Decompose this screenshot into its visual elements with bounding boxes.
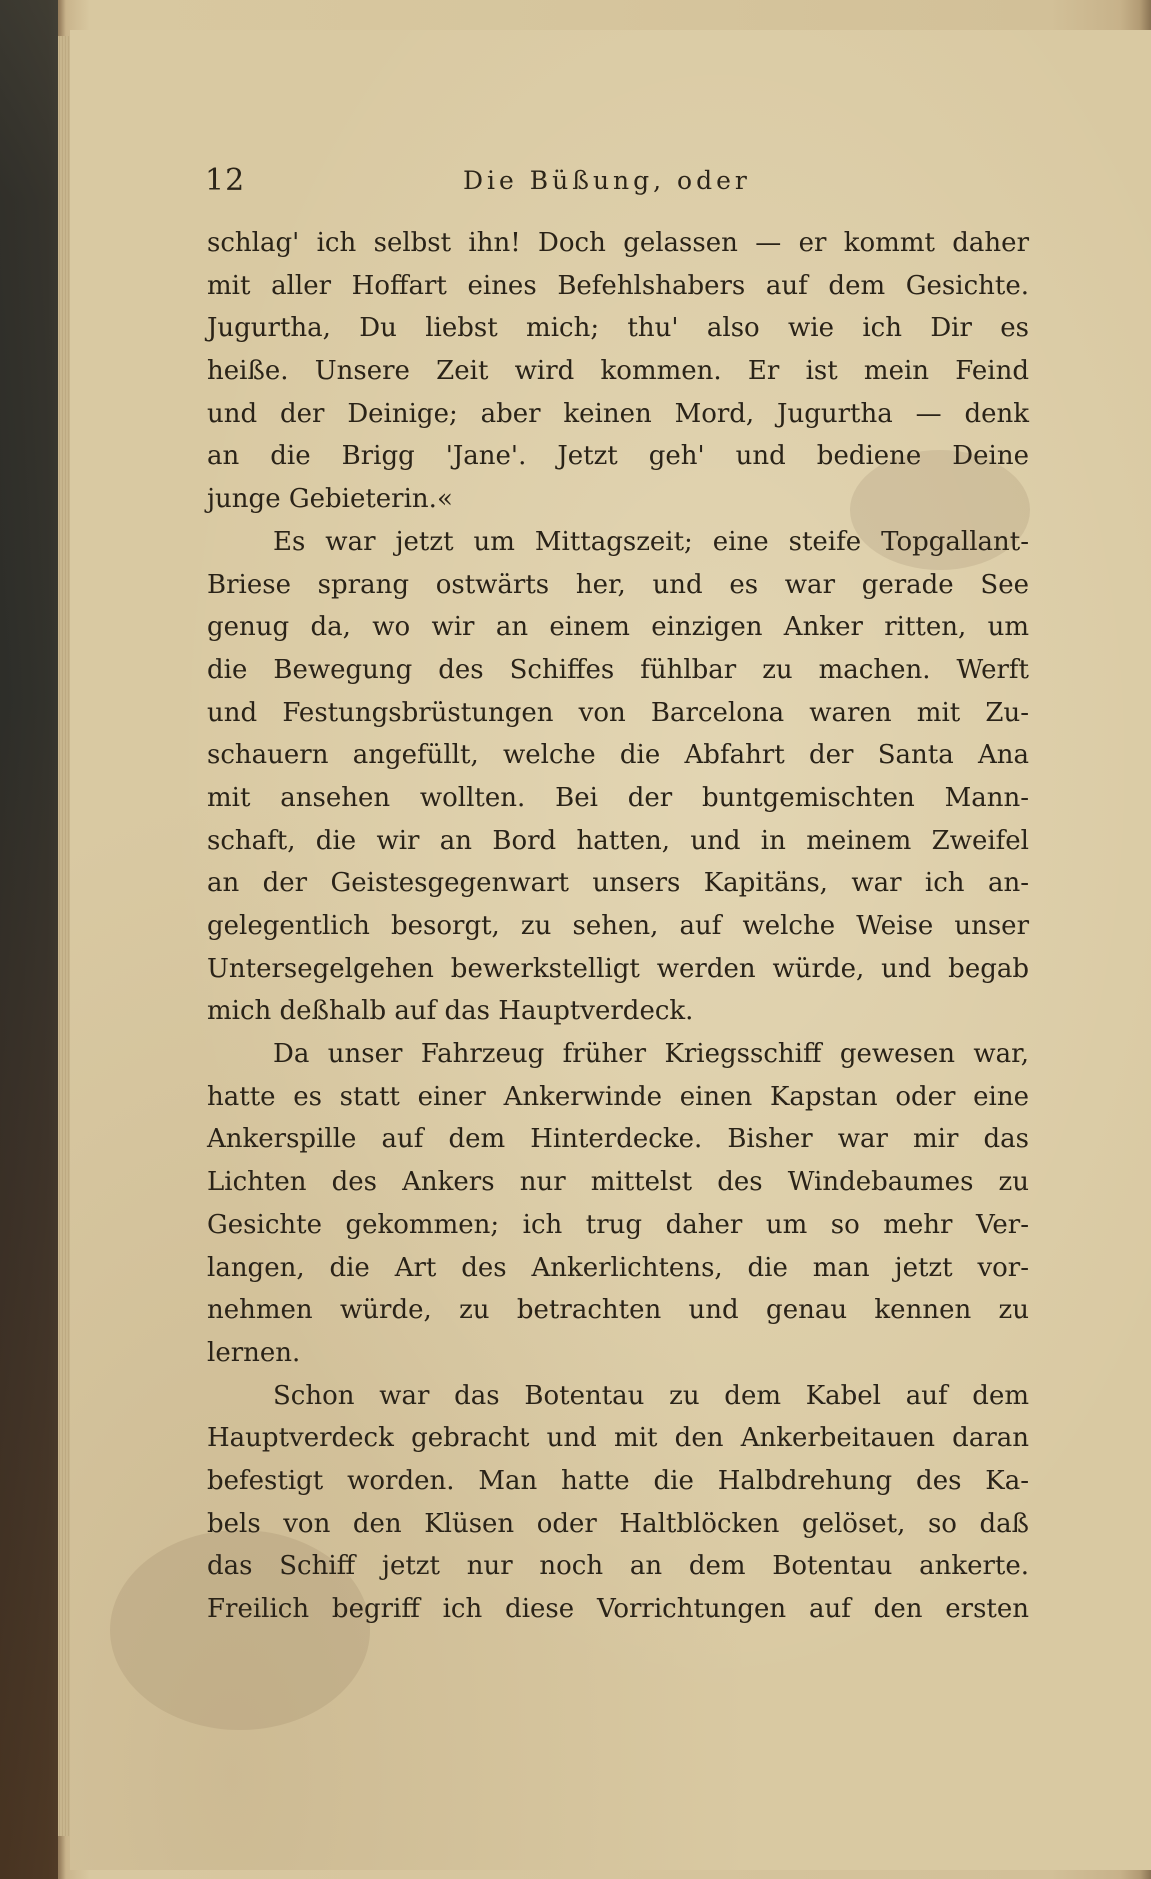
text-line: schaft, die wir an Bord hatten, und in meinem Zweifel xyxy=(207,825,1029,856)
text-line: und der Deinige; aber keinen Mord, Jugurtha — denk xyxy=(207,398,1029,429)
text-line: Gesichte gekommen; ich trug daher um so mehr Ver- xyxy=(207,1209,1029,1240)
paragraph-first-line: Da unser Fahrzeug früher Kriegsschiff gewesen war, xyxy=(273,1039,1029,1070)
text-line: an die Brigg 'Jane'. Jetzt geh' und bediene Deine xyxy=(207,441,1029,472)
text-line: schlag' ich selbst ihn! Doch gelassen — er kommt daher xyxy=(207,228,1029,258)
paragraph-first-line: Schon war das Botentau zu dem Kabel auf dem xyxy=(273,1380,1029,1411)
page-number: 12 xyxy=(205,163,246,198)
text-line: die Bewegung des Schiffes fühlbar zu machen. Werft xyxy=(207,654,1029,685)
text-line: mit aller Hoffart eines Befehlshabers auf dem Gesichte. xyxy=(207,270,1029,301)
text-line: Hauptverdeck gebracht und mit den Ankerbeitauen daran xyxy=(207,1423,1029,1454)
text-line: genug da, wo wir an einem einzigen Anker ritten, um xyxy=(207,612,1029,643)
text-line: bels von den Klüsen oder Haltblöcken gelöset, so daß xyxy=(207,1508,1029,1539)
text-line: mit ansehen wollten. Bei der buntgemischten Mann- xyxy=(207,782,1029,813)
body-text xyxy=(207,222,1029,1631)
text-line: junge Gebieterin.« xyxy=(207,484,453,515)
text-line: Freilich begriff ich diese Vorrichtungen auf den ersten xyxy=(207,1594,1029,1624)
text-line: Untersegelgehen bewerkstelligt werden würde, und begab xyxy=(207,953,1029,984)
text-line: langen, die Art des Ankerlichtens, die man jetzt vor- xyxy=(207,1252,1029,1283)
text-line: schauern angefüllt, welche die Abfahrt der Santa Ana xyxy=(207,740,1029,771)
text-line: Jugurtha, Du liebst mich; thu' also wie ich Dir es xyxy=(207,313,1029,344)
text-line: gelegentlich besorgt, zu sehen, auf welche Weise unser xyxy=(207,911,1029,941)
text-line: befestigt worden. Man hatte die Halbdrehung des Ka- xyxy=(207,1465,1029,1496)
text-line: nehmen würde, zu betrachten und genau kennen zu xyxy=(207,1295,1029,1326)
text-line: hatte es statt einer Ankerwinde einen Kapstan oder eine xyxy=(207,1081,1029,1112)
text-line: mich deßhalb auf das Hauptverdeck. xyxy=(207,996,694,1027)
text-line: heiße. Unsere Zeit wird kommen. Er ist mein Feind xyxy=(207,356,1029,387)
text-line: das Schiff jetzt nur noch an dem Botentau ankerte. xyxy=(207,1551,1029,1582)
text-line: Lichten des Ankers nur mittelst des Windebaumes zu xyxy=(207,1167,1029,1198)
book-binding xyxy=(0,0,58,1879)
text-line: Ankerspille auf dem Hinterdecke. Bisher war mir das xyxy=(207,1124,1029,1155)
text-line: und Festungsbrüstungen von Barcelona waren mit Zu- xyxy=(207,697,1029,728)
page-header xyxy=(205,163,775,203)
page-edges xyxy=(58,36,70,1836)
paragraph-first-line: Es war jetzt um Mittagszeit; eine steife Topgallant- xyxy=(273,526,1029,557)
text-line: an der Geistesgegenwart unsers Kapitäns, war ich an- xyxy=(207,868,1029,899)
text-line: Briese sprang ostwärts her, und es war gerade See xyxy=(207,569,1029,600)
running-title: Die Büßung, oder xyxy=(463,166,751,195)
text-line: lernen. xyxy=(207,1337,301,1368)
